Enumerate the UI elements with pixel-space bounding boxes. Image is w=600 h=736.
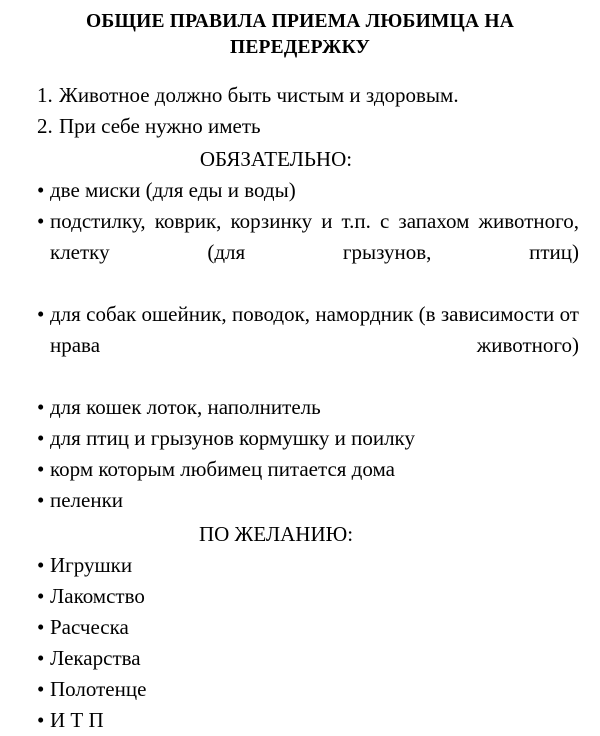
page-title: ОБЩИЕ ПРАВИЛА ПРИЕМА ЛЮБИМЦА НА ПЕРЕДЕРЖКУ bbox=[86, 11, 514, 58]
bullet-icon: • bbox=[37, 209, 45, 233]
list-item bbox=[0, 612, 600, 643]
list-item bbox=[0, 392, 600, 423]
bullet-icon: • bbox=[37, 553, 45, 577]
required-items-list bbox=[0, 175, 600, 516]
list-item-text: Полотенце bbox=[50, 677, 147, 701]
list-item bbox=[0, 485, 600, 516]
document-page bbox=[0, 9, 600, 732]
list-item-text: Игрушки bbox=[50, 553, 133, 577]
list-item-text: корм которым любимец питается дома bbox=[50, 457, 395, 481]
list-item-text: для собак ошейник, поводок, намордник (в зависимости от нрава животного) bbox=[50, 302, 579, 357]
list-item-text: для кошек лоток, наполнитель bbox=[50, 395, 321, 419]
list-item bbox=[0, 423, 600, 454]
list-item-marker: 2. bbox=[37, 114, 53, 138]
list-item-text: две миски (для еды и воды) bbox=[50, 178, 296, 202]
list-item bbox=[0, 80, 600, 111]
bullet-icon: • bbox=[37, 395, 45, 419]
bullet-icon: • bbox=[37, 708, 45, 732]
list-item-marker: 1. bbox=[37, 83, 53, 107]
numbered-rules-list bbox=[0, 80, 600, 142]
list-item bbox=[0, 674, 600, 705]
bullet-icon: • bbox=[37, 584, 45, 608]
list-item bbox=[0, 454, 600, 485]
bullet-icon: • bbox=[37, 615, 45, 639]
list-item bbox=[0, 550, 600, 581]
bullet-icon: • bbox=[37, 677, 45, 701]
bullet-icon: • bbox=[37, 646, 45, 670]
list-item-text: Расческа bbox=[50, 615, 129, 639]
list-item-text: подстилку, коврик, корзинку и т.п. с запахом животного, клетку (для грызунов, птиц) bbox=[50, 209, 579, 264]
list-item bbox=[0, 705, 600, 736]
bullet-icon: • bbox=[37, 426, 45, 450]
list-item-text: для птиц и грызунов кормушку и поилку bbox=[50, 426, 415, 450]
list-item-text: И Т П bbox=[50, 708, 104, 732]
list-item-text: Лакомство bbox=[50, 584, 145, 608]
bullet-icon: • bbox=[37, 457, 45, 481]
list-item bbox=[0, 299, 600, 392]
list-item-text: Животное должно быть чистым и здоровым. bbox=[59, 83, 459, 107]
section-heading-required: ОБЯЗАТЕЛЬНО: bbox=[199, 147, 353, 171]
list-item bbox=[0, 206, 600, 299]
bullet-icon: • bbox=[37, 302, 45, 326]
list-item bbox=[0, 643, 600, 674]
list-item bbox=[0, 175, 600, 206]
list-item-text: пеленки bbox=[50, 488, 124, 512]
optional-items-list bbox=[0, 550, 600, 736]
list-item-text: При себе нужно иметь bbox=[59, 114, 261, 138]
bullet-icon: • bbox=[37, 488, 45, 512]
bullet-icon: • bbox=[37, 178, 45, 202]
section-heading-optional: ПО ЖЕЛАНИЮ: bbox=[198, 522, 354, 546]
list-item bbox=[0, 581, 600, 612]
list-item bbox=[0, 111, 600, 142]
list-item-text: Лекарства bbox=[50, 646, 141, 670]
